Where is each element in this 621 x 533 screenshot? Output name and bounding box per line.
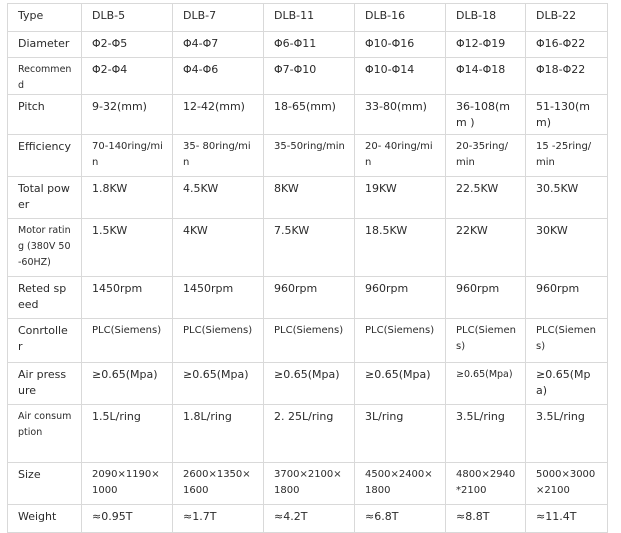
table-row-recommend xyxy=(8,58,608,95)
table-row-weight xyxy=(8,505,608,533)
row-label: Conrtoller xyxy=(8,319,82,363)
table-cell: ≈8.8T xyxy=(446,505,526,533)
table-cell: 3.5L/ring xyxy=(526,405,608,463)
table-cell: ≈4.2T xyxy=(264,505,355,533)
header-cell-model: DLB-5 xyxy=(82,4,173,32)
table-row-air-consumption xyxy=(8,405,608,463)
table-cell: Φ2-Φ4 xyxy=(82,58,173,95)
header-cell-model: DLB-11 xyxy=(264,4,355,32)
table-cell: ≥0.65(Mpa) xyxy=(82,363,173,405)
table-cell: 20- 40ring/min xyxy=(355,135,446,177)
table-cell: PLC(Siemens) xyxy=(446,319,526,363)
table-cell: ≥0.65(Mpa) xyxy=(173,363,264,405)
table-cell: 35- 80ring/min xyxy=(173,135,264,177)
table-row-diameter xyxy=(8,32,608,58)
table-cell: Φ14-Φ18 xyxy=(446,58,526,95)
row-label: Air pressure xyxy=(8,363,82,405)
table-cell: 18-65(mm) xyxy=(264,95,355,135)
row-label: Diameter xyxy=(8,32,82,58)
table-cell: 4KW xyxy=(173,219,264,277)
header-cell-model: DLB-16 xyxy=(355,4,446,32)
table-cell: 30.5KW xyxy=(526,177,608,219)
table-cell: ≥0.65(Mpa) xyxy=(355,363,446,405)
row-label: Size xyxy=(8,463,82,505)
table-cell: 7.5KW xyxy=(264,219,355,277)
table-cell: Φ2-Φ5 xyxy=(82,32,173,58)
table-row-rated-speed xyxy=(8,277,608,319)
table-cell: 30KW xyxy=(526,219,608,277)
table-cell: 70-140ring/min xyxy=(82,135,173,177)
table-cell: 4.5KW xyxy=(173,177,264,219)
table-cell: 22KW xyxy=(446,219,526,277)
table-cell: 9-32(mm) xyxy=(82,95,173,135)
table-cell: 4800×2940*2100 xyxy=(446,463,526,505)
table-row-air-pressure xyxy=(8,363,608,405)
table-cell: 1.5L/ring xyxy=(82,405,173,463)
table-cell: ≈6.8T xyxy=(355,505,446,533)
row-label: Efficiency xyxy=(8,135,82,177)
table-cell: 3.5L/ring xyxy=(446,405,526,463)
table-cell: 2090×1190×1000 xyxy=(82,463,173,505)
table-row-size xyxy=(8,463,608,505)
table-cell: PLC(Siemens) xyxy=(82,319,173,363)
table-row-efficiency xyxy=(8,135,608,177)
table-cell: Φ16-Φ22 xyxy=(526,32,608,58)
row-label: Total power xyxy=(8,177,82,219)
spec-table xyxy=(7,3,608,533)
table-cell: 36-108(mm ) xyxy=(446,95,526,135)
table-cell: 35-50ring/min xyxy=(264,135,355,177)
table-cell: 18.5KW xyxy=(355,219,446,277)
row-label: Recommend xyxy=(8,58,82,95)
row-label: Reted speed xyxy=(8,277,82,319)
table-cell: Φ4-Φ6 xyxy=(173,58,264,95)
table-cell: PLC(Siemens) xyxy=(526,319,608,363)
table-cell: Φ6-Φ11 xyxy=(264,32,355,58)
table-cell: 51-130(mm) xyxy=(526,95,608,135)
table-cell: ≥0.65(Mpa) xyxy=(526,363,608,405)
table-cell: 19KW xyxy=(355,177,446,219)
row-label: Air consumption xyxy=(8,405,82,463)
header-cell-model: DLB-7 xyxy=(173,4,264,32)
row-label: Weight xyxy=(8,505,82,533)
table-row-controller xyxy=(8,319,608,363)
table-cell: Φ12-Φ19 xyxy=(446,32,526,58)
table-cell: 8KW xyxy=(264,177,355,219)
table-row-pitch xyxy=(8,95,608,135)
header-cell-model: DLB-22 xyxy=(526,4,608,32)
header-cell-type: Type xyxy=(8,4,82,32)
table-cell: 33-80(mm) xyxy=(355,95,446,135)
table-cell: PLC(Siemens) xyxy=(173,319,264,363)
table-cell: 5000×3000×2100 xyxy=(526,463,608,505)
table-cell: 960rpm xyxy=(446,277,526,319)
table-header-row xyxy=(8,4,608,32)
table-cell: 1.5KW xyxy=(82,219,173,277)
header-cell-model: DLB-18 xyxy=(446,4,526,32)
table-cell: 960rpm xyxy=(355,277,446,319)
table-cell: 960rpm xyxy=(526,277,608,319)
table-cell: PLC(Siemens) xyxy=(355,319,446,363)
table-cell: 3L/ring xyxy=(355,405,446,463)
table-row-motor-rating xyxy=(8,219,608,277)
table-cell: 1450rpm xyxy=(82,277,173,319)
table-cell: ≈11.4T xyxy=(526,505,608,533)
table-cell: 22.5KW xyxy=(446,177,526,219)
table-cell: PLC(Siemens) xyxy=(264,319,355,363)
table-cell: 3700×2100×1800 xyxy=(264,463,355,505)
table-cell: 15 -25ring/min xyxy=(526,135,608,177)
table-cell: Φ18-Φ22 xyxy=(526,58,608,95)
table-cell: 20-35ring/min xyxy=(446,135,526,177)
table-cell: Φ4-Φ7 xyxy=(173,32,264,58)
table-cell: 2. 25L/ring xyxy=(264,405,355,463)
table-cell: 960rpm xyxy=(264,277,355,319)
table-cell: ≥0.65(Mpa) xyxy=(446,363,526,405)
table-cell: 1450rpm xyxy=(173,277,264,319)
table-cell: Φ7-Φ10 xyxy=(264,58,355,95)
row-label: Motor rating (380V 50-60HZ) xyxy=(8,219,82,277)
table-cell: Φ10-Φ14 xyxy=(355,58,446,95)
table-cell: ≈0.95T xyxy=(82,505,173,533)
table-cell: 4500×2400×1800 xyxy=(355,463,446,505)
table-cell: 2600×1350×1600 xyxy=(173,463,264,505)
table-cell: 1.8KW xyxy=(82,177,173,219)
table-cell: Φ10-Φ16 xyxy=(355,32,446,58)
table-cell: ≥0.65(Mpa) xyxy=(264,363,355,405)
row-label: Pitch xyxy=(8,95,82,135)
table-cell: 1.8L/ring xyxy=(173,405,264,463)
table-cell: 12-42(mm) xyxy=(173,95,264,135)
table-row-total-power xyxy=(8,177,608,219)
table-cell: ≈1.7T xyxy=(173,505,264,533)
